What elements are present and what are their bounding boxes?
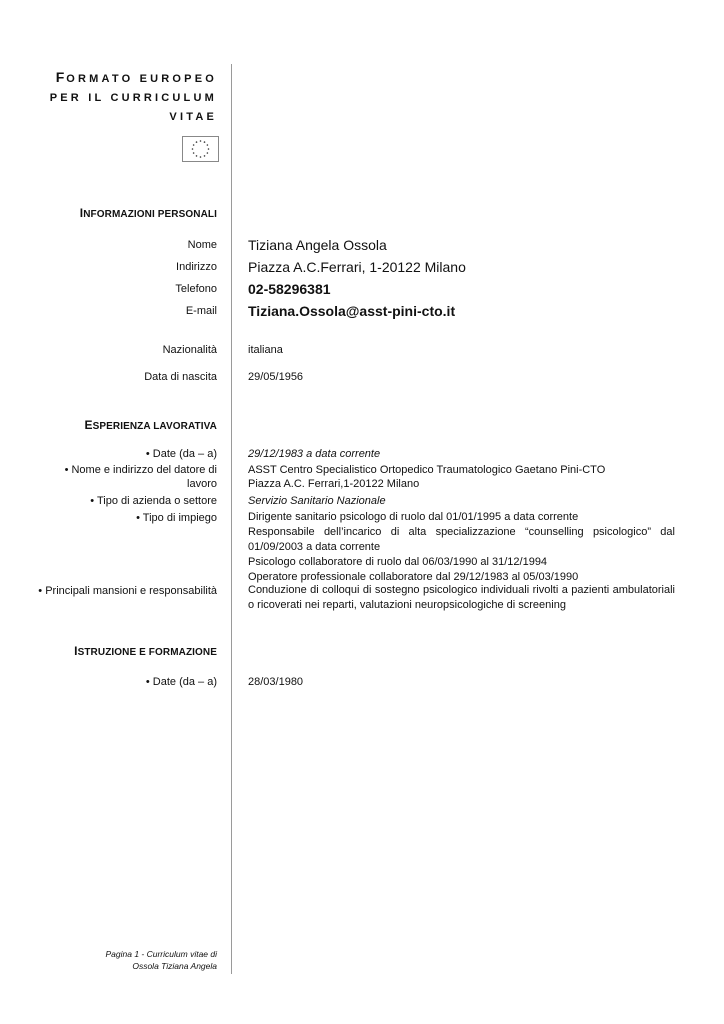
job-type-value <box>248 510 675 585</box>
phone-label: Telefono <box>175 283 217 295</box>
employer-line-2: Piazza A.C. Ferrari,1-20122 Milano <box>248 478 420 490</box>
nationality-label: Nazionalità <box>162 344 217 356</box>
eu-stars-icon <box>183 137 218 161</box>
birthdate-label: Data di nascita <box>144 371 217 383</box>
email-label: E-mail <box>185 305 217 317</box>
name-value: Tiziana Angela Ossola <box>248 237 387 253</box>
employer-label <box>65 463 217 491</box>
job-line-4: Operatore professionale collaboratore dal 29/12/1983 al 05/03/1990 <box>248 571 579 583</box>
section-heading-education: ISTRUZIONE E FORMAZIONE <box>74 644 217 658</box>
education-dates-label: • Date (da – a) <box>145 676 217 688</box>
email-value: Tiziana.Ossola@asst-pini-cto.it <box>248 303 456 319</box>
sector-label: • Tipo di azienda o settore <box>90 495 217 507</box>
sector-value: Servizio Sanitario Nazionale <box>248 495 386 507</box>
title-line-1: FORMATO EUROPEO <box>55 69 217 85</box>
section-heading-personal: INFORMAZIONI PERSONALI <box>79 206 217 220</box>
experience-dates-value: 29/12/1983 a data corrente <box>248 448 381 460</box>
title-line-2: PER IL CURRICULUM <box>49 92 217 104</box>
document-title <box>50 68 217 127</box>
employer-line-1: ASST Centro Specialistico Ortopedico Traumatologico Gaetano Pini-CTO <box>248 464 606 476</box>
experience-dates-label: • Date (da – a) <box>145 448 217 460</box>
page-number: 1 <box>134 949 140 959</box>
section-heading-experience: ESPERIENZA LAVORATIVA <box>84 418 217 432</box>
footer-line-2: Ossola Tiziana Angela <box>132 961 217 971</box>
employer-label-line-1: • Nome e indirizzo del datore di <box>64 464 217 476</box>
duties-label: • Principali mansioni e responsabilità <box>38 585 217 597</box>
column-divider <box>231 64 232 974</box>
job-type-label: • Tipo di impiego <box>136 512 217 524</box>
nationality-value: italiana <box>248 344 283 356</box>
job-line-2: Responsabile dell’incarico di alta specializzazione “counselling psicologico” dal 01/09/2003 a data corrente <box>248 526 675 553</box>
education-dates-value: 28/03/1980 <box>248 676 304 688</box>
address-value: Piazza A.C.Ferrari, 1-20122 Milano <box>248 259 466 275</box>
title-line-3: VITAE <box>169 111 217 123</box>
employer-label-line-2: lavoro <box>187 478 217 490</box>
page-footer <box>105 948 217 972</box>
eu-flag-logo <box>182 136 219 162</box>
duties-value: Conduzione di colloqui di sostegno psicologico individuali rivolti a pazienti ambulatoriali o ricoverati nei reparti, valutazioni neuropsicologiche di screening <box>248 584 675 611</box>
job-line-1: Dirigente sanitario psicologo di ruolo dal 01/01/1995 a data corrente <box>248 511 579 523</box>
name-label: Nome <box>187 239 217 251</box>
birthdate-value: 29/05/1956 <box>248 371 304 383</box>
phone-value: 02-58296381 <box>248 281 331 297</box>
footer-line-1: Pagina 1 - Curriculum vitae di <box>105 949 217 959</box>
job-line-3: Psicologo collaboratore di ruolo dal 06/03/1990 al 31/12/1994 <box>248 556 548 568</box>
employer-value <box>248 463 605 491</box>
address-label: Indirizzo <box>176 261 217 273</box>
